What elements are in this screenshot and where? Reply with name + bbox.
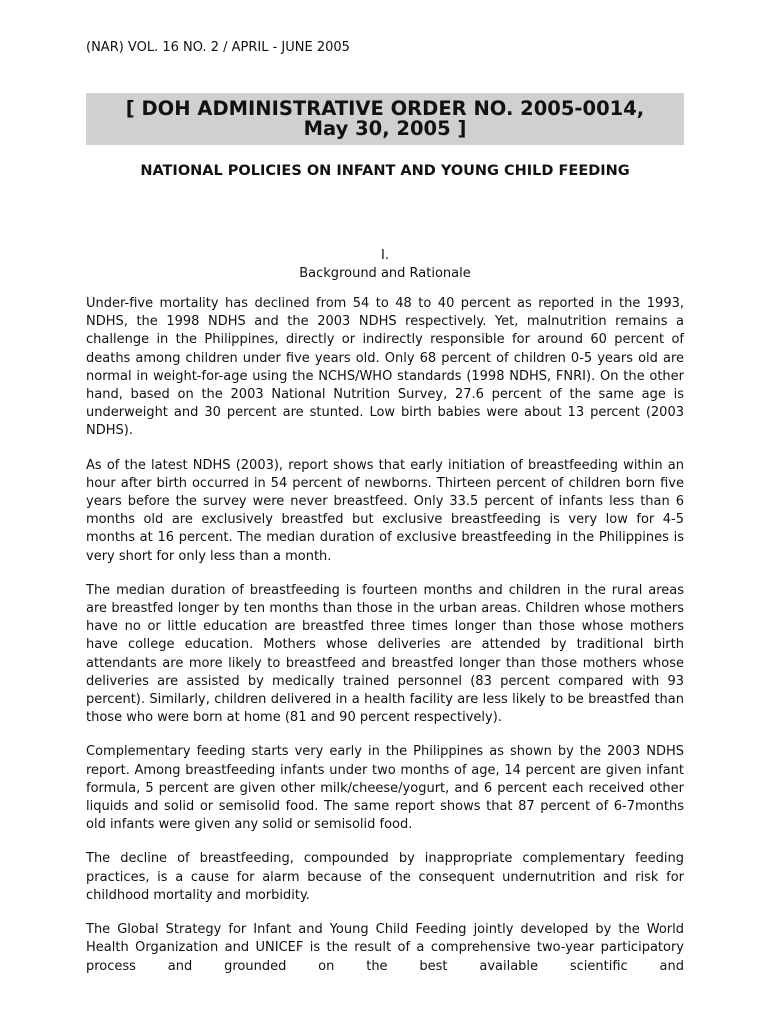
paragraph: The Global Strategy for Infant and Young Child Feeding jointly developed by the World Health Organization and UNICEF is the result of a comprehensive two-year participatory process and grounded on the best available scientific and bbox=[86, 922, 684, 974]
section-heading bbox=[86, 247, 684, 283]
body-text bbox=[86, 295, 684, 992]
section-number: I. bbox=[381, 248, 389, 263]
paragraph: The median duration of breastfeeding is fourteen months and children in the rural areas are breastfed longer by ten months than those in the urban areas. Children whose mothers have no or little education are breastfed three times longer than those whose mothers have college education. Mothers whose deliveries are attended by traditional birth attendants are more likely to breastfeed and breastfed longer than those mothers whose deliveries are assisted by medically trained personnel (83 percent compared with 93 percent). Similarly, children delivered in a health facility are less likely to be breastfed than those who were born at home (81 and 90 percent respectively). bbox=[86, 582, 684, 726]
administrative-order-banner bbox=[86, 93, 684, 145]
section-title: Background and Rationale bbox=[299, 266, 471, 282]
document-title: NATIONAL POLICIES ON INFANT AND YOUNG CHILD FEEDING bbox=[140, 163, 630, 179]
journal-header: (NAR) VOL. 16 NO. 2 / APRIL - JUNE 2005 bbox=[86, 40, 350, 55]
paragraph: As of the latest NDHS (2003), report shows that early initiation of breastfeeding within an hour after birth occurred in 54 percent of newborns. Thirteen percent of children born five years before the survey were never breastfeed. Only 33.5 percent of infants less than 6 months old are exclusively breastfed but exclusive breastfeeding is very low for 4-5 months at 16 percent. The median duration of exclusive breastfeeding in the Philippines is very short for only less than a month. bbox=[86, 457, 684, 564]
order-line-1: [ DOH ADMINISTRATIVE ORDER NO. 2005-0014, bbox=[125, 97, 645, 120]
paragraph: Complementary feeding starts very early in the Philippines as shown by the 2003 NDHS report. Among breastfeeding infants under two months of age, 14 percent are given infant formula, 5 percent are given other milk/cheese/yogurt, and 6 percent each received other liquids and solid or semisolid food. The same report shows that 87 percent of 6-7months old infants were given any solid or semisolid food. bbox=[86, 744, 684, 833]
paragraph: Under-five mortality has declined from 54 to 48 to 40 percent as reported in the 1993, NDHS, the 1998 NDHS and the 2003 NDHS respectively. Yet, malnutrition remains a challenge in the Philippines, directly or indirectly responsible for around 60 percent of deaths among children under five years old. Only 68 percent of children 0-5 years old are normal in weight-for-age using the NCHS/WHO standards (1998 NDHS, FNRI). On the other hand, based on the 2003 National Nutrition Survey, 27.6 percent of the same age is underweight and 30 percent are stunted. Low birth babies were about 13 percent (2003 NDHS). bbox=[86, 296, 684, 439]
order-line-2: May 30, 2005 ] bbox=[303, 117, 467, 140]
paragraph: The decline of breastfeeding, compounded by inappropriate complementary feeding practices, is a cause for alarm because of the consequent undernutrition and risk for childhood mortality and morbidity. bbox=[86, 851, 684, 903]
